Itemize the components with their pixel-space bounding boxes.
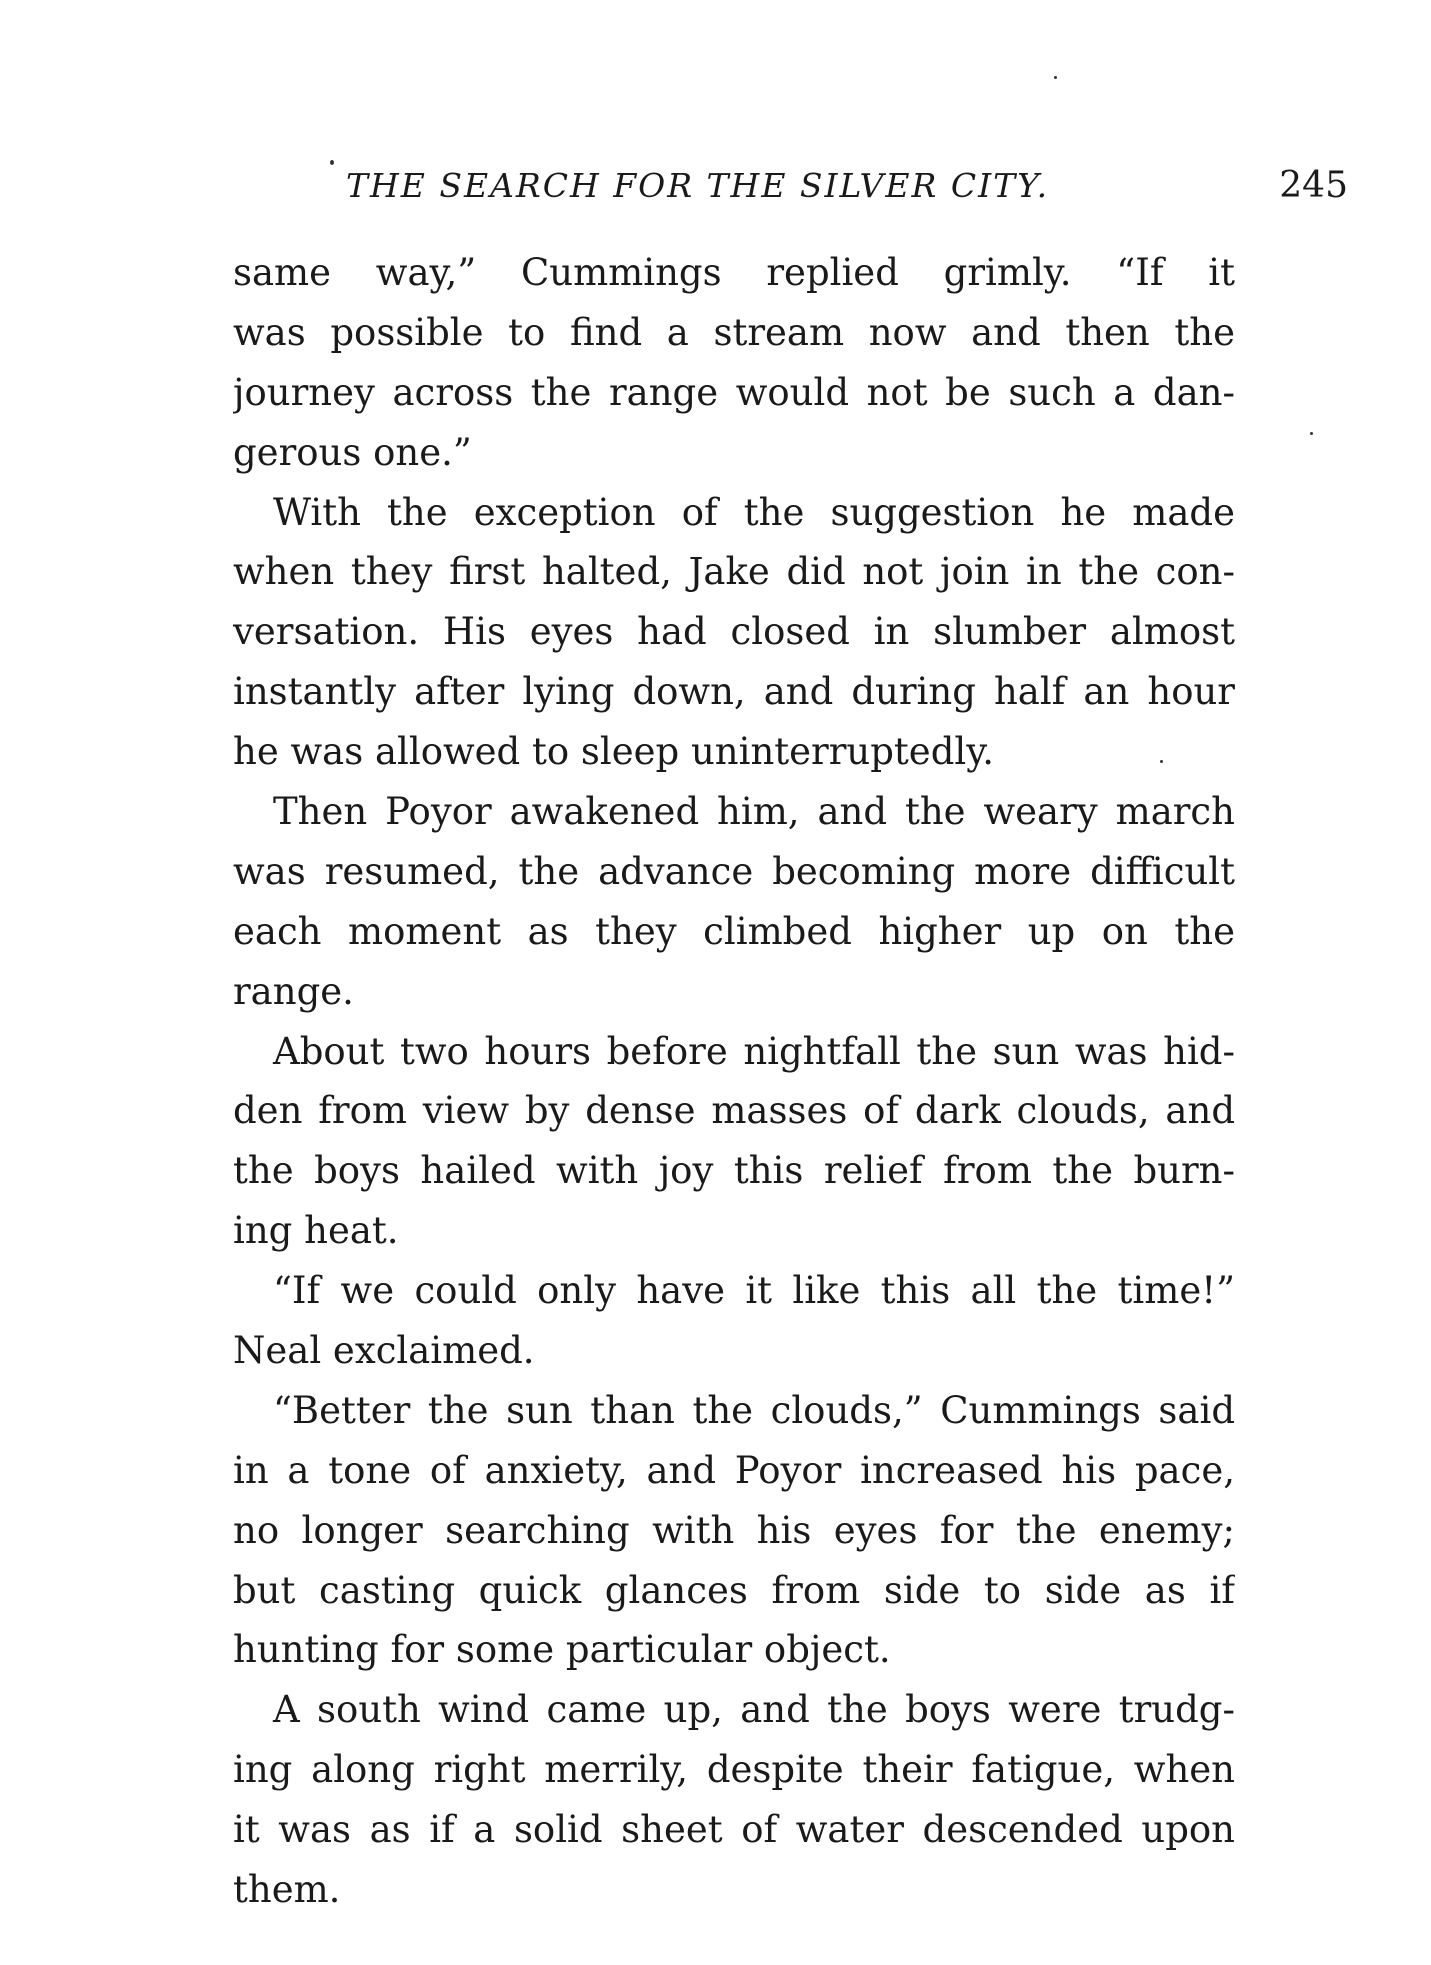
ink-speck (330, 160, 334, 165)
text-line: journey across the range would not be such a dan- (233, 370, 1235, 414)
text-line: ing heat. (233, 1209, 399, 1253)
text-line: it was as if a solid sheet of water descended upon (233, 1808, 1235, 1852)
text-line: versation. His eyes had closed in slumber almost (233, 610, 1235, 654)
text-line: gerous one.” (233, 430, 472, 474)
text-line: hunting for some particular object. (233, 1628, 891, 1672)
running-head (346, 162, 1348, 210)
text-line: no longer searching with his eyes for the enemy; (233, 1508, 1235, 1552)
text-line: instantly after lying down, and during half an hour (233, 670, 1235, 714)
text-line: but casting quick glances from side to side as if (233, 1568, 1235, 1612)
text-line: range. (233, 969, 354, 1013)
text-line: “Better the sun than the clouds,” Cummings said (273, 1388, 1235, 1432)
text-line: the boys hailed with joy this relief from the burn- (233, 1149, 1235, 1193)
text-line: was resumed, the advance becoming more difficult (233, 849, 1235, 893)
text-line: in a tone of anxiety, and Poyor increased his pace, (233, 1448, 1235, 1492)
body-text (233, 243, 1235, 1920)
text-line: Then Poyor awakened him, and the weary march (273, 790, 1235, 834)
text-line: den from view by dense masses of dark clouds, and (233, 1089, 1235, 1133)
text-line: Neal exclaimed. (233, 1329, 535, 1373)
page-number: 245 (1279, 165, 1348, 206)
text-line: each moment as they climbed higher up on the (233, 909, 1235, 953)
text-line: ing along right merrily, despite their fatigue, when (233, 1748, 1235, 1792)
text-line: was possible to find a stream now and then the (233, 310, 1235, 354)
text-line: same way,” Cummings replied grimly. “If it (233, 251, 1235, 294)
text-line: With the exception of the suggestion he made (273, 490, 1235, 534)
text-line: he was allowed to sleep uninterruptedly. (233, 730, 994, 774)
text-line: them. (233, 1868, 341, 1912)
running-title: THE SEARCH FOR THE SILVER CITY. (346, 166, 1050, 205)
text-line: when they first halted, Jake did not join in the con- (233, 550, 1235, 594)
ink-speck (1054, 76, 1057, 79)
ink-speck (1310, 432, 1313, 435)
text-line: “If we could only have it like this all the time!” (273, 1269, 1235, 1313)
text-line: A south wind came up, and the boys were trudg- (273, 1688, 1235, 1732)
text-line: About two hours before nightfall the sun was hid- (273, 1029, 1235, 1073)
